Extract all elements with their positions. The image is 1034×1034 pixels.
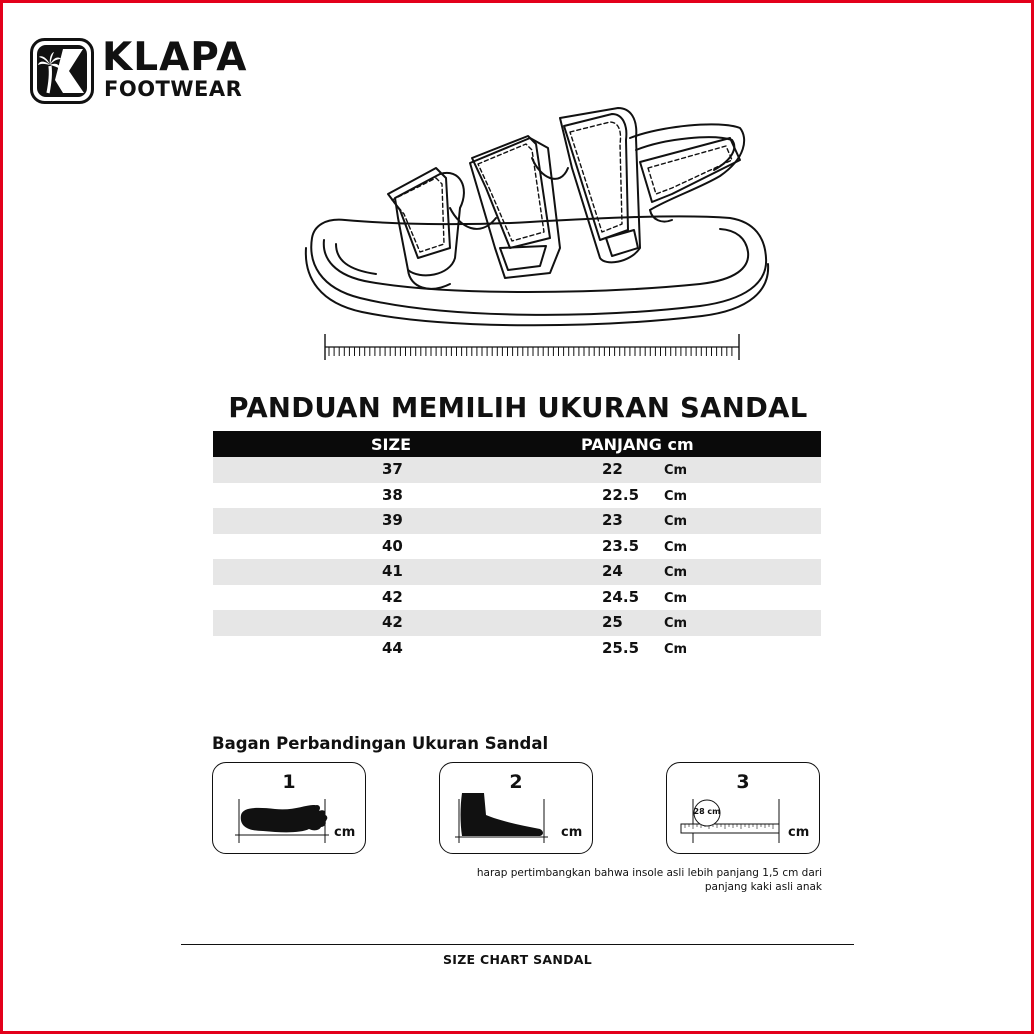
footer-caption: SIZE CHART SANDAL [442, 952, 593, 967]
length-unit: Cm [664, 539, 688, 555]
note-line-1: harap pertimbangkan bahwa insole asli lebih panjang 1,5 cm dari [476, 867, 822, 879]
size-value: 40 [382, 536, 403, 555]
page-title: PANDUAN MEMILIH UKURAN SANDAL [228, 392, 808, 424]
size-value: 37 [382, 460, 403, 478]
table-row [213, 636, 821, 662]
step-number: 2 [509, 771, 523, 793]
length-unit: Cm [664, 616, 688, 631]
length-value: 23 [602, 511, 623, 529]
length-unit: Cm [664, 463, 688, 478]
table-row [213, 508, 821, 534]
table-row [213, 559, 821, 585]
comparison-heading: Bagan Perbandingan Ukuran Sandal [212, 734, 549, 753]
length-value: 25.5 [602, 638, 640, 657]
size-value: 42 [382, 587, 403, 606]
size-value: 38 [382, 485, 403, 504]
table-row [213, 610, 821, 636]
size-value: 39 [382, 511, 403, 529]
table-row [213, 534, 821, 560]
length-unit: Cm [664, 488, 688, 504]
table-row [213, 585, 821, 611]
length-unit: Cm [664, 590, 688, 606]
length-unit: Cm [664, 514, 688, 529]
length-unit: Cm [664, 565, 688, 580]
table-row [213, 457, 821, 483]
step-box-2 [439, 762, 593, 854]
length-value: 22.5 [602, 485, 640, 504]
sandal-illustration [300, 98, 770, 338]
size-value: 42 [382, 613, 403, 631]
divider [181, 944, 854, 945]
length-value: 25 [602, 613, 623, 631]
note-line-2: panjang kaki asli anak [704, 881, 822, 893]
length-value: 24 [602, 562, 623, 580]
ruler-graphic [322, 332, 742, 366]
brand-subtitle: FOOTWEAR [104, 77, 243, 101]
step-number: 3 [736, 771, 750, 793]
length-value: 23.5 [602, 536, 640, 555]
measure-label: 28 cm [693, 807, 721, 816]
insole-note [440, 866, 822, 894]
length-value: 22 [602, 460, 623, 478]
palm-tree-k-logo-icon [30, 38, 94, 104]
length-value: 24.5 [602, 587, 640, 606]
step-box-3 [666, 762, 820, 854]
length-unit: Cm [664, 641, 688, 657]
size-table [213, 431, 821, 661]
table-row [213, 483, 821, 509]
step-unit: cm [561, 825, 583, 840]
step-number: 1 [282, 771, 296, 793]
step-unit: cm [334, 825, 356, 840]
header-size: SIZE [371, 435, 412, 454]
table-header [213, 431, 821, 457]
step-unit: cm [788, 825, 810, 840]
size-value: 41 [382, 562, 403, 580]
step-box-1 [212, 762, 366, 854]
size-value: 44 [382, 638, 403, 657]
brand-name: KLAPA [102, 35, 248, 80]
header-length: PANJANG cm [581, 435, 694, 454]
